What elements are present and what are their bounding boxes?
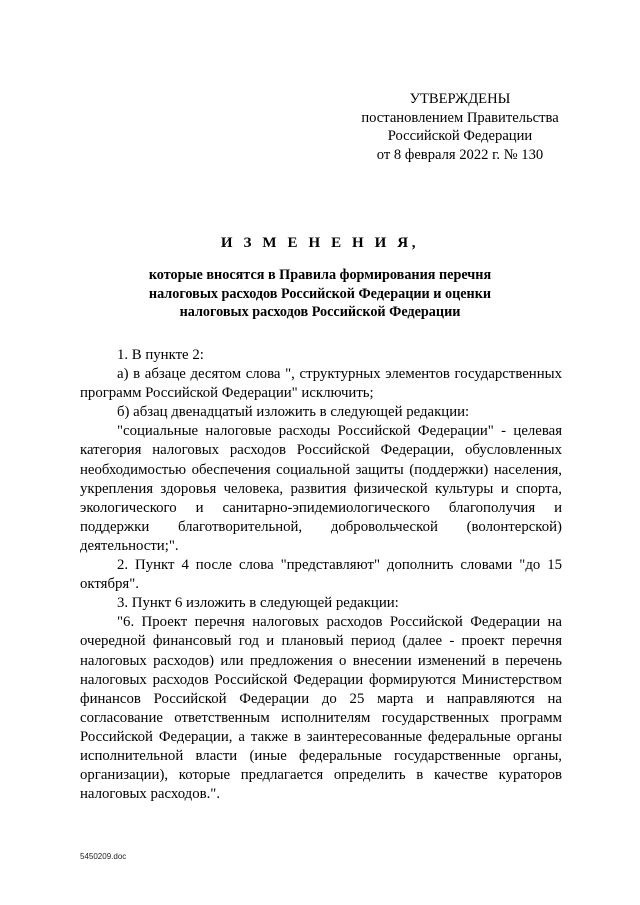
paragraph-quoted-item-6: "6. Проект перечня налоговых расходов Российской Федерации на очередной финансовый год и плановый период (далее - проект перечня налоговых расходов) или предложения о внесении изменений в перечень налоговых расходов Российской Федерации формируются Министерством финансов Российской Федерации до 25 марта и направляются на согласование ответственным исполнителям государственных программ Российской Федерации, а также в заинтересованные федеральные органы исполнительной власти (иные федеральные государственные органы, организации), которые предлагается определить в качестве кураторов налоговых расходов.". — [80, 614, 562, 803]
paragraph-item-1b: б) абзац двенадцатый изложить в следующей редакции: — [117, 404, 470, 421]
approval-block — [340, 90, 580, 164]
subtitle-line: налоговых расходов Российской Федерации — [179, 304, 461, 320]
footer-doc-id: 5450209.doc — [80, 852, 127, 861]
approval-line-resolution: постановлением Правительства — [361, 109, 559, 126]
title-main: И З М Е Н Е Н И Я, — [220, 235, 420, 251]
paragraph-item-1a: а) в абзаце десятом слова ", структурных элементов государственных программ Российской Федерации" исключить; — [80, 366, 562, 402]
subtitle-line: налоговых расходов Российской Федерации и оценки — [148, 285, 492, 302]
paragraph-item-3: 3. Пункт 6 изложить в следующей редакции: — [117, 595, 399, 612]
subtitle-line: которые вносятся в Правила формирования перечня — [148, 267, 492, 283]
title-subtitle — [60, 266, 580, 322]
document-title — [60, 235, 580, 322]
paragraph-item-2: 2. Пункт 4 после слова "представляют" дополнить словами "до 15 октября". — [80, 557, 562, 593]
approval-heading: УТВЕРЖДЕНЫ — [409, 91, 511, 107]
approval-line-date-number: от 8 февраля 2022 г. № 130 — [376, 146, 544, 163]
paragraph-quoted-definition: "социальные налоговые расходы Российской Федерации" - целевая категория налоговых расходов Российской Федерации, обусловленных необходимостью обеспечения социальной защиты (поддержки) населения, укрепления здоровья человека, развития физической культуры и спорта, экологического и санитарно-эпидемиологического благополучия и поддержки благотворительной, добровольческой (волонтерской) деятельности;". — [80, 423, 562, 554]
document-body — [80, 346, 562, 804]
approval-line-government: Российской Федерации — [387, 128, 533, 144]
paragraph-item-1: 1. В пункте 2: — [117, 347, 204, 363]
